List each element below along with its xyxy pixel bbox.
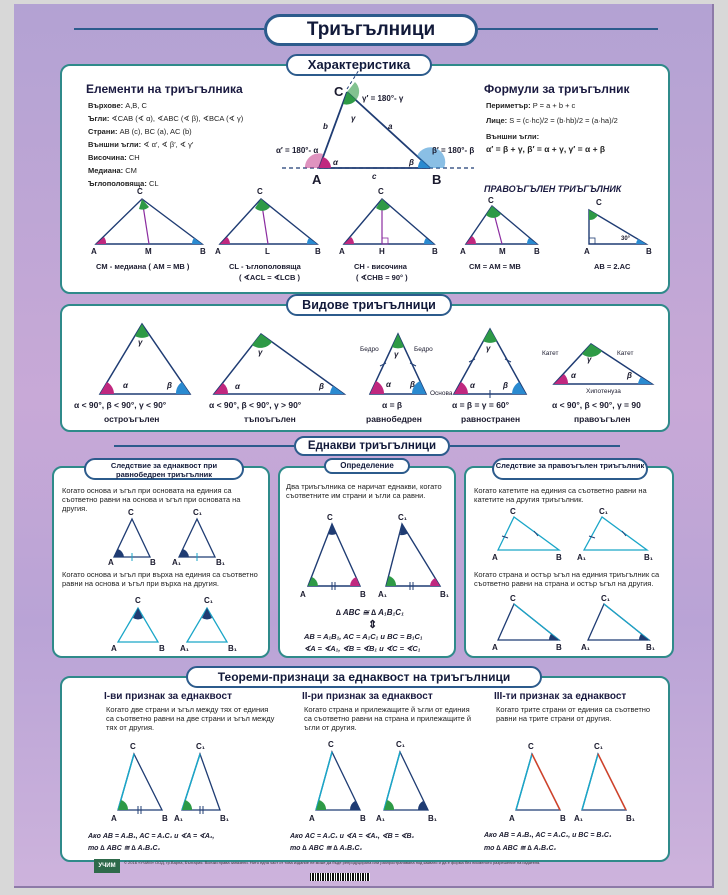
perimeter-row: Периметър: P = a + b + c [486, 101, 576, 110]
theorem-1-conclusion: то ∆ ABC ≅ ∆ A₁B₁C₁ [88, 845, 161, 852]
angle-mark [182, 800, 192, 810]
type-name: правоъгълен [574, 414, 631, 424]
beta-ext-label: β′ = 180°- β [432, 146, 475, 155]
element-row: Медиана: CM [88, 166, 137, 175]
vertex-label: A [111, 644, 117, 653]
highlighted-side [118, 754, 134, 810]
vertex-label: A₁ [376, 814, 386, 823]
alpha-label: α [333, 158, 338, 167]
vertex-label: B₁ [646, 643, 656, 652]
vertex-label: C₁ [196, 742, 206, 751]
vertex-label: B [360, 590, 366, 599]
cathetus-label: Катет [542, 350, 559, 357]
vertex-label: B [556, 553, 562, 562]
vertex-label: C [334, 84, 344, 99]
point-label: H [379, 247, 385, 256]
element-row: Върхове: A,B, C [88, 101, 147, 110]
vertex-label: C [128, 508, 134, 517]
theorem-1-text: Когато две страни и ъгъл между тях от единия са съответно равни на две страни и ъгъл между тях от другия. [106, 705, 275, 732]
alpha-label: α [386, 380, 391, 389]
vertex-label: A₁ [581, 643, 591, 652]
area-row: Лице: S = (c·hc)/2 = (b·hb)/2 = (a·ha)/2 [486, 116, 618, 125]
theorem-figures [14, 4, 714, 884]
leg-label: Бедро [360, 346, 379, 353]
vertex-label: C [137, 187, 143, 196]
triangle [516, 754, 560, 810]
point-label: M [499, 247, 506, 256]
vertex-label: B₁ [220, 814, 230, 823]
sides-equality: AB = A₁B₁, AC = A₁C₁ и BC = B₁C₁ [304, 632, 423, 641]
type-name: равностранен [461, 414, 521, 424]
vertex-label: B [159, 644, 165, 653]
vertex-label: A [108, 558, 114, 567]
bisector-caption: CL - ъглополовяща [229, 262, 301, 271]
type-condition: α < 90°, β < 90°, γ < 90° [74, 400, 167, 410]
beta-label: β [503, 381, 508, 390]
vertex-label: C [510, 507, 516, 516]
side-label: a [388, 122, 393, 131]
vertex-label: A₁ [577, 553, 587, 562]
vertex-label: C [528, 742, 534, 751]
beta-label: β [167, 381, 172, 390]
theorem-2-text: Когато страна и прилежащите й ъгли от единия са съответно равни на страна и прилежащите й ъгли от другия. [304, 705, 472, 732]
vertex-label: B₁ [440, 590, 450, 599]
triangle [118, 754, 162, 810]
vertex-label: A₁ [172, 558, 182, 567]
vertex-label: C [378, 187, 384, 196]
elements-title: Елементи на триъгълника [86, 82, 243, 96]
right-rule-2: Когато страна и остър ъгъл на единия триъгълник са съответно равни на страна и остър ъгъл на другия. [474, 570, 660, 588]
vertex-label: B₁ [216, 558, 226, 567]
element-row: Ъглополовяща: CL [88, 179, 159, 188]
ext-angles-label: Външни ъгли: [486, 132, 540, 141]
poster [14, 4, 714, 888]
type-name: остроъгълен [104, 414, 160, 424]
isosceles-rule-1: Когато основа и ъгъл при основата на единия са съответно равни на основа и ъгъл при основата на другия. [62, 486, 241, 513]
vertex-label: B [534, 247, 540, 256]
alpha-label: α [571, 371, 576, 380]
vertex-label: C [328, 740, 334, 749]
element-row: Ъгли: ∢CAB (∢ α), ∢ABC (∢ β), ∢BCA (∢ γ) [88, 114, 244, 123]
vertex-label: B [432, 172, 442, 187]
types-title: Видове триъгълници [286, 294, 452, 316]
highlighted-side [316, 752, 332, 810]
vertex-label: B₁ [626, 814, 636, 823]
barcode [310, 873, 370, 881]
alpha-label: α [235, 382, 240, 391]
highlighted-side [532, 754, 560, 810]
vertex-label: A [509, 814, 515, 823]
angles-equality: ∢A = ∢A₁, ∢B = ∢B₁ и ∢C = ∢C₁ [304, 644, 421, 653]
copyright-text: © 2016 «УЧИМ» ООД, гр.Варна, България. Всички права запазени. Нито една част от това издание не може да бъде репродуцирана или разпространявана под каквато и да е форма без писменото разрешение на издателя. [124, 860, 541, 865]
vertex-label: A [492, 553, 498, 562]
element-row: Външни ъгли: ∢ α′, ∢ β′, ∢ γ′ [88, 140, 194, 149]
vertex-label: B [315, 247, 321, 256]
theorem-2-title: II-ри признак за еднаквост [302, 691, 433, 702]
vertex-label: A [300, 590, 306, 599]
side-label: b [323, 122, 328, 131]
vertex-label: C [135, 596, 141, 605]
right-congruence-title: Следствие за правоъгълен триъгълник [492, 458, 648, 480]
vertex-label: A₁ [174, 814, 184, 823]
gamma-label: γ [486, 344, 491, 353]
theorem-3-text: Когато трите страни от единия са съответно равни на трите страни от другия. [496, 705, 651, 723]
theorem-2-conclusion: то ∆ ABC ≅ ∆ A₁B₁C₁ [290, 845, 363, 852]
characteristics-title: Характеристика [286, 54, 432, 76]
triangle [582, 754, 626, 810]
vertex-label: C [130, 742, 136, 751]
type-condition: α = β = γ = 60° [452, 400, 510, 410]
height-caption: CH - височина [354, 262, 407, 271]
vertex-label: B₁ [644, 553, 654, 562]
vertex-label: A₁ [574, 814, 584, 823]
vertex-label: A₁ [378, 590, 388, 599]
definition-title: Определение [324, 458, 410, 474]
beta-label: β [627, 371, 632, 380]
theorem-1-title: I-ви признак за еднаквост [104, 691, 232, 702]
ext-angles-formula: α′ = β + γ, β′ = α + γ, γ′ = α + β [486, 144, 606, 154]
type-name: равнобедрен [366, 414, 422, 424]
vertex-label: B [432, 247, 438, 256]
vertex-label: C₁ [398, 513, 408, 522]
vertex-label: C₁ [599, 507, 609, 516]
vertex-label: C₁ [601, 594, 611, 603]
publisher-logo: УЧИМ [94, 859, 120, 873]
vertex-label: C [257, 187, 263, 196]
vertex-label: B [560, 814, 566, 823]
gamma-label: γ [587, 355, 592, 364]
type-condition: α < 90°, β < 90°, γ > 90° [209, 400, 302, 410]
definition-text: Два триъгълника се наричат еднакви, когато съответните им страни и ъгли са равни. [286, 482, 442, 500]
beta-label: β [409, 158, 414, 167]
equivalence-arrow: ⇕ [368, 619, 378, 631]
vertex-label: A [492, 643, 498, 652]
hypotenuse-label: Хипотенуза [586, 388, 621, 395]
vertex-label: B [556, 643, 562, 652]
type-condition: α = β [382, 400, 403, 410]
type-name: тъпоъгълен [244, 414, 296, 424]
point-label: L [265, 247, 270, 256]
angle-mark [118, 800, 128, 810]
highlighted-side [598, 754, 626, 810]
beta-label: β [319, 382, 324, 391]
vertex-label: B [360, 814, 366, 823]
vertex-label: C₁ [204, 596, 214, 605]
gamma-label: γ [258, 348, 263, 357]
gamma-label: γ [138, 338, 143, 347]
alpha-ext-label: α′ = 180°- α [276, 146, 319, 155]
median-caption: CM - медиана ( AM = MB ) [96, 262, 190, 271]
formulas-title: Формули за триъгълник [484, 82, 630, 96]
right-rule-1: Когато катетите на единия са съответно равни на катетите на другия триъгълник. [474, 486, 647, 504]
vertex-label: C [488, 196, 494, 205]
alpha-label: α [123, 381, 128, 390]
leg-label: Бедро [414, 346, 433, 353]
congruent-title: Еднакви триъгълници [294, 436, 450, 456]
vertex-label: B [646, 247, 652, 256]
highlighted-side [582, 754, 598, 810]
highlighted-side [516, 754, 532, 810]
angle-mark [316, 800, 326, 810]
vertex-label: B₁ [428, 814, 438, 823]
isosceles-rule-2: Когато основа и ъгъл при върха на единия са съответно равни на основа и ъгъл при върха на другия. [62, 570, 258, 588]
gamma-label: γ [394, 350, 399, 359]
theorem-3-condition: Ако AB = A₁B₁, AC = A₁C₁, и BC = B₁C₁ [484, 832, 612, 839]
isosceles-congruence-title: Следствие за еднаквост при равнобедрен триъгълник [84, 458, 244, 480]
theorem-2-condition: Ако AC = A₁C₁ и ∢A = ∢A₁, ∢B = ∢B₁ [290, 833, 415, 840]
vertex-label: A [111, 814, 117, 823]
vertex-label: C [327, 513, 333, 522]
angle-mark [384, 800, 394, 810]
angle-30-label: 30° [621, 236, 631, 242]
highlighted-side [384, 752, 400, 810]
vertex-label: B [162, 814, 168, 823]
congruence-statement: ∆ ABC ≅ ∆ A₁B₁C₁ [336, 608, 404, 617]
gamma-label: γ [351, 114, 356, 123]
theorem-3-title: III-ти признак за еднаквост [494, 691, 627, 702]
bisector-caption-2: ( ∢ACL = ∢LCB ) [239, 273, 300, 282]
vertex-label: A [309, 814, 315, 823]
right-30-caption: AB = 2.AC [594, 262, 631, 271]
vertex-label: A [91, 247, 97, 256]
vertex-label: A [460, 247, 466, 256]
vertex-label: C₁ [193, 508, 203, 517]
alpha-label: α [470, 381, 475, 390]
type-condition: α < 90°, β < 90°, γ = 90 [552, 400, 641, 410]
vertex-label: C₁ [594, 742, 604, 751]
vertex-label: A [215, 247, 221, 256]
vertex-label: A₁ [180, 644, 190, 653]
vertex-label: B [200, 247, 206, 256]
element-row: Страни: AB (c), BC (a), AC (b) [88, 127, 192, 136]
right-median-caption: CM = AM = MB [469, 262, 521, 271]
side-label: c [372, 172, 377, 181]
right-triangle-title: ПРАВОЪГЪЛЕН ТРИЪГЪЛНИК [484, 184, 622, 194]
beta-label: β [410, 380, 415, 389]
gamma-ext-label: γ′ = 180°- γ [362, 94, 404, 103]
vertex-label: B [150, 558, 156, 567]
page-title: Триъгълници [264, 14, 478, 46]
cathetus-label: Катет [617, 350, 634, 357]
vertex-label: C₁ [396, 740, 406, 749]
point-label: M [145, 247, 152, 256]
theorem-1-condition: Ако AB = A₁B₁, AC = A₁C₁ и ∢A = ∢A₁, [88, 833, 215, 840]
vertex-label: A [312, 172, 322, 187]
theorems-title: Теореми-признаци за еднаквост на триъгълници [186, 666, 542, 688]
vertex-label: A [584, 247, 590, 256]
element-row: Височина: CH [88, 153, 140, 162]
triangle [316, 752, 360, 810]
theorem-3-conclusion: то ∆ ABC ≅ ∆ A₁B₁C₁ [484, 845, 557, 852]
base-label: Основа [430, 390, 453, 397]
vertex-label: C [596, 198, 602, 207]
vertex-label: A [339, 247, 345, 256]
vertex-label: C [510, 594, 516, 603]
triangle [384, 752, 428, 810]
height-caption-2: ( ∢CHB = 90° ) [356, 273, 408, 282]
vertex-label: B₁ [228, 644, 238, 653]
